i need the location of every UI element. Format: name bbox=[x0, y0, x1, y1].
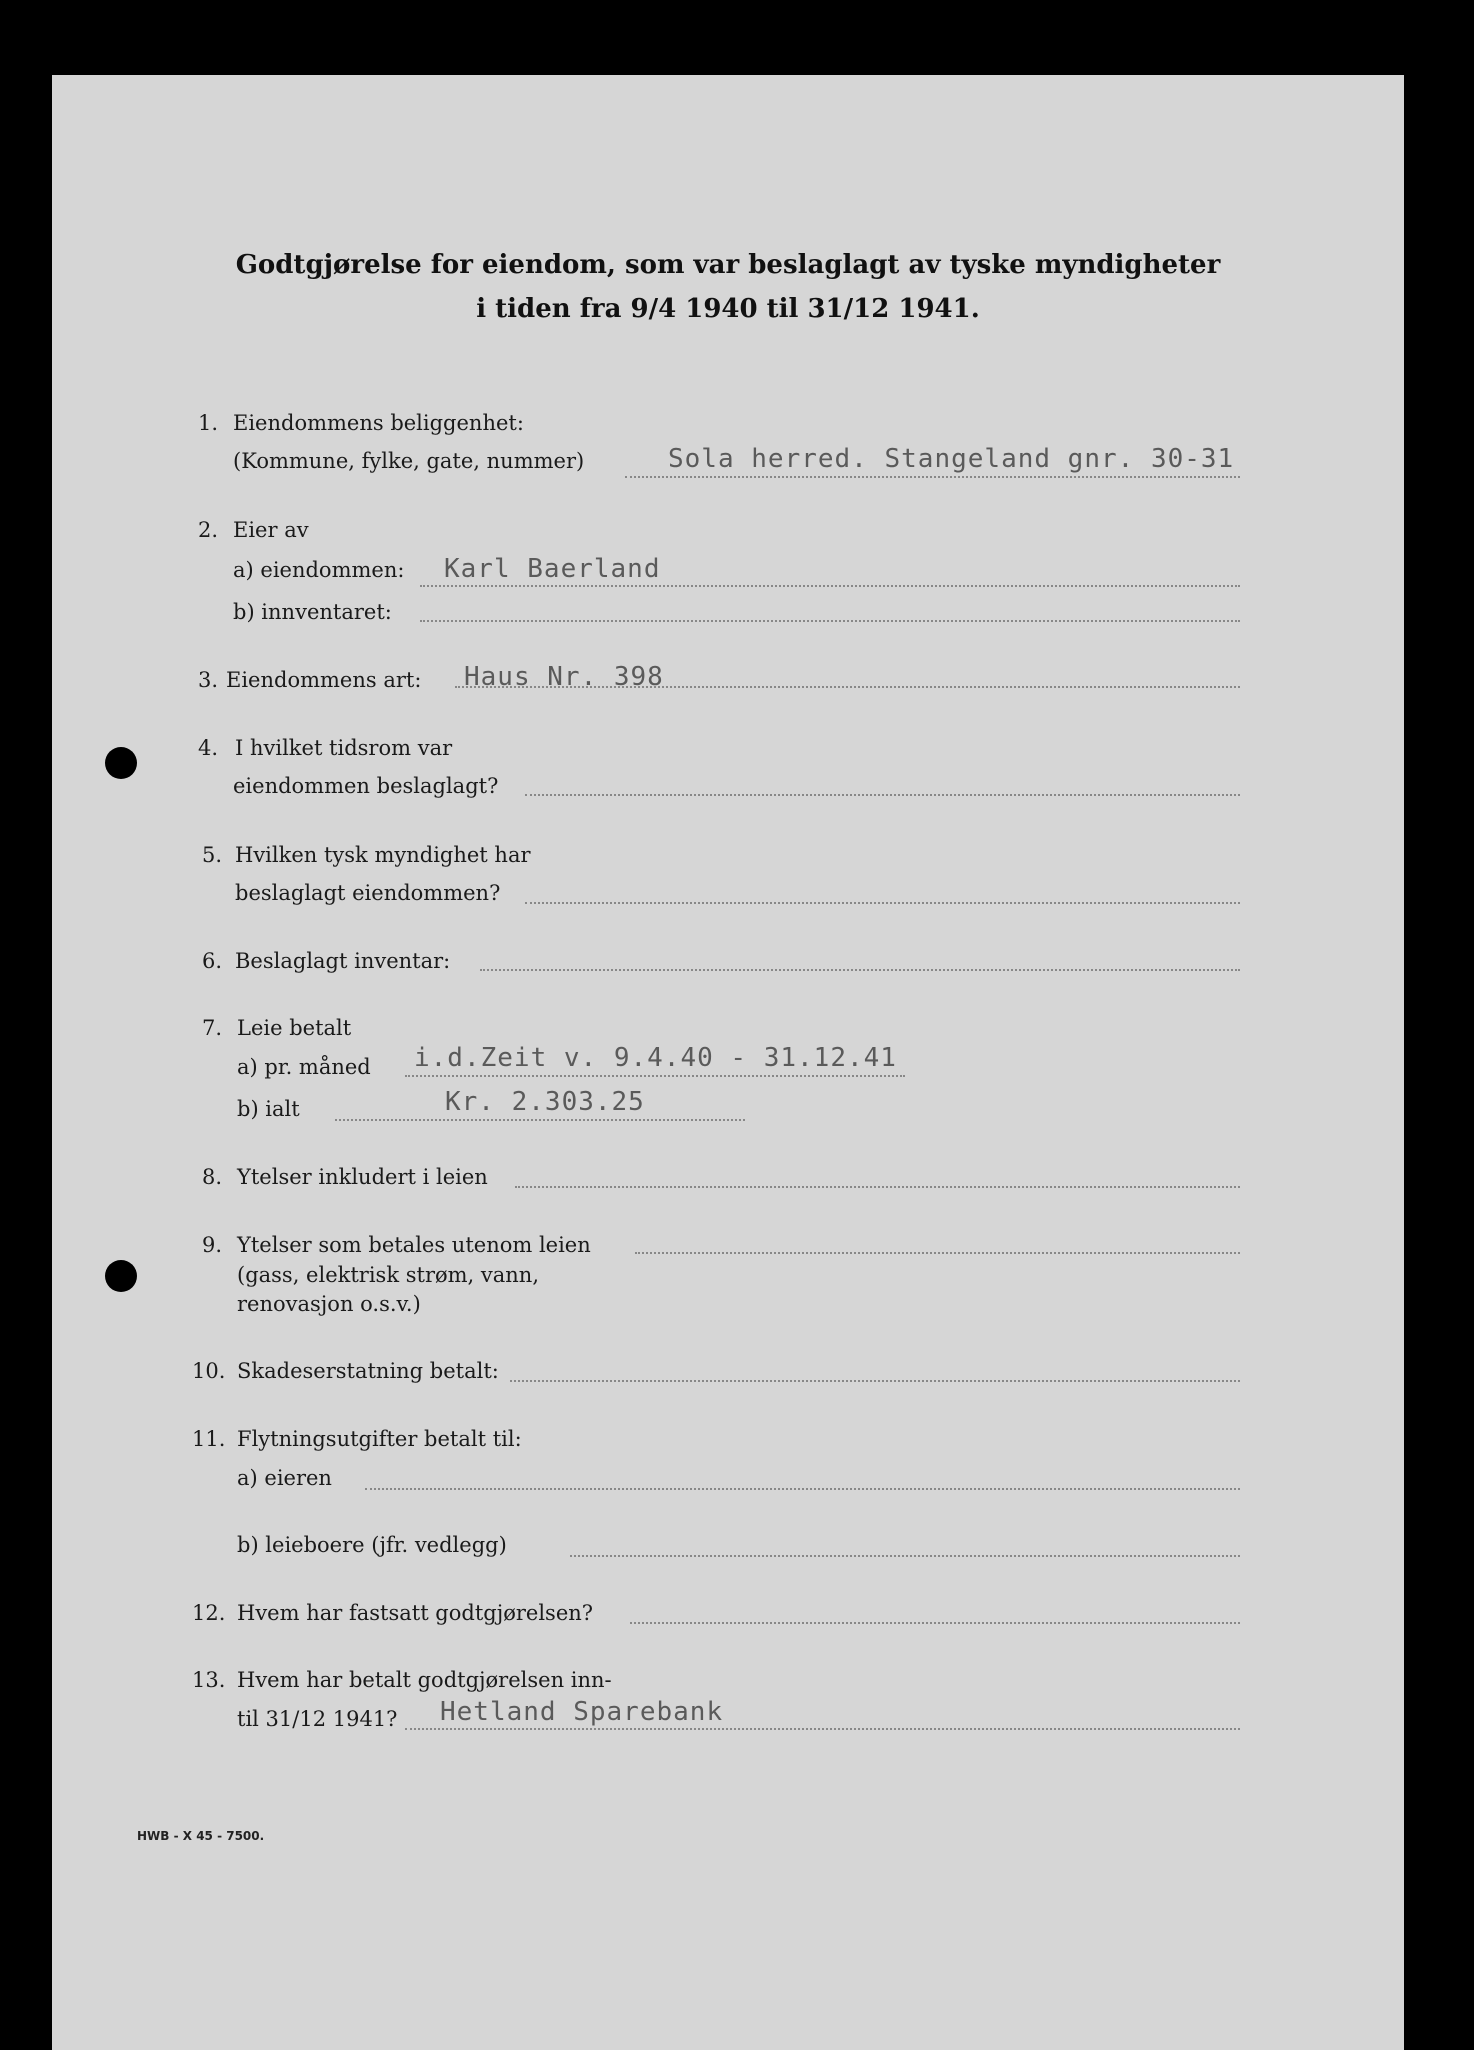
item-6-number: 6. bbox=[202, 949, 223, 973]
item-9-label: Ytelser som betales utenom leien bbox=[237, 1233, 591, 1257]
item-2b-answer-line bbox=[420, 620, 1240, 622]
item-2b-label: b) innventaret: bbox=[233, 600, 392, 624]
item-1-sublabel: (Kommune, fylke, gate, nummer) bbox=[233, 449, 585, 473]
item-7b-label: b) ialt bbox=[237, 1097, 300, 1121]
item-4-answer-line bbox=[525, 794, 1240, 796]
item-11-number: 11. bbox=[192, 1427, 226, 1451]
item-2a-answer-line bbox=[420, 585, 1240, 587]
item-2a-label: a) eiendommen: bbox=[233, 558, 405, 582]
item-13-answer-line bbox=[405, 1728, 1240, 1730]
item-11a-answer-line bbox=[365, 1488, 1240, 1490]
item-2a-answer: Karl Baerland bbox=[444, 554, 661, 584]
item-1-answer: Sola herred. Stangeland gnr. 30-31 bbox=[668, 444, 1235, 474]
item-7a-answer-line bbox=[405, 1075, 905, 1077]
form-title bbox=[52, 243, 1404, 331]
item-9-number: 9. bbox=[202, 1233, 223, 1257]
item-2-number: 2. bbox=[198, 518, 219, 542]
item-7b-answer: Kr. 2.303.25 bbox=[445, 1087, 645, 1117]
title-line-2: i tiden fra 9/4 1940 til 31/12 1941. bbox=[476, 294, 980, 324]
item-12-answer-line bbox=[630, 1622, 1240, 1624]
item-6-answer-line bbox=[480, 969, 1240, 971]
item-7a-answer: i.d.Zeit v. 9.4.40 - 31.12.41 bbox=[414, 1043, 897, 1073]
item-5-number: 5. bbox=[202, 843, 223, 867]
item-4-sublabel: eiendommen beslaglagt? bbox=[233, 774, 499, 798]
item-7a-label: a) pr. måned bbox=[237, 1055, 371, 1079]
item-5-answer-line bbox=[525, 902, 1240, 904]
item-11a-label: a) eieren bbox=[237, 1466, 332, 1490]
item-9-sublabel-1: (gass, elektrisk strøm, vann, bbox=[237, 1263, 539, 1287]
item-9-sublabel-2: renovasjon o.s.v.) bbox=[237, 1292, 421, 1316]
item-3-label: Eiendommens art: bbox=[226, 668, 422, 692]
punch-hole-upper bbox=[105, 747, 137, 779]
item-7-number: 7. bbox=[202, 1016, 223, 1040]
item-13-number: 13. bbox=[192, 1668, 226, 1692]
item-4-label: I hvilket tidsrom var bbox=[235, 736, 453, 760]
title-line-1: Godtgjørelse for eiendom, som var beslaglagt av tyske myndigheter bbox=[235, 250, 1221, 280]
item-1-answer-line bbox=[625, 476, 1240, 478]
item-8-number: 8. bbox=[202, 1165, 223, 1189]
item-3-answer: Haus Nr. 398 bbox=[464, 662, 664, 692]
item-11b-answer-line bbox=[570, 1555, 1240, 1557]
item-11b-label: b) leieboere (jfr. vedlegg) bbox=[237, 1533, 507, 1557]
item-7b-answer-line bbox=[335, 1119, 745, 1121]
item-12-label: Hvem har fastsatt godtgjørelsen? bbox=[237, 1601, 594, 1625]
item-5-label: Hvilken tysk myndighet har bbox=[235, 843, 531, 867]
item-8-label: Ytelser inkludert i leien bbox=[237, 1165, 488, 1189]
item-11-label: Flytningsutgifter betalt til: bbox=[237, 1427, 522, 1451]
item-12-number: 12. bbox=[192, 1601, 226, 1625]
item-1-number: 1. bbox=[198, 411, 219, 435]
item-10-answer-line bbox=[510, 1380, 1240, 1382]
item-10-label: Skadeserstatning betalt: bbox=[237, 1359, 499, 1383]
item-6-label: Beslaglagt inventar: bbox=[235, 949, 451, 973]
item-2-label: Eier av bbox=[233, 518, 309, 542]
item-10-number: 10. bbox=[192, 1359, 226, 1383]
item-4-number: 4. bbox=[198, 736, 219, 760]
print-code: HWB - X 45 - 7500. bbox=[137, 1829, 265, 1843]
item-1-label: Eiendommens beliggenhet: bbox=[233, 411, 524, 435]
item-13-label: Hvem har betalt godtgjørelsen inn- bbox=[237, 1668, 612, 1692]
item-13-sublabel: til 31/12 1941? bbox=[237, 1707, 398, 1731]
item-8-answer-line bbox=[515, 1186, 1240, 1188]
item-7-label: Leie betalt bbox=[237, 1016, 352, 1040]
item-3-number: 3. bbox=[198, 668, 219, 692]
item-5-sublabel: beslaglagt eiendommen? bbox=[235, 881, 501, 905]
item-9-answer-line bbox=[635, 1252, 1240, 1254]
punch-hole-lower bbox=[105, 1260, 137, 1292]
item-13-answer: Hetland Sparebank bbox=[440, 1697, 724, 1727]
